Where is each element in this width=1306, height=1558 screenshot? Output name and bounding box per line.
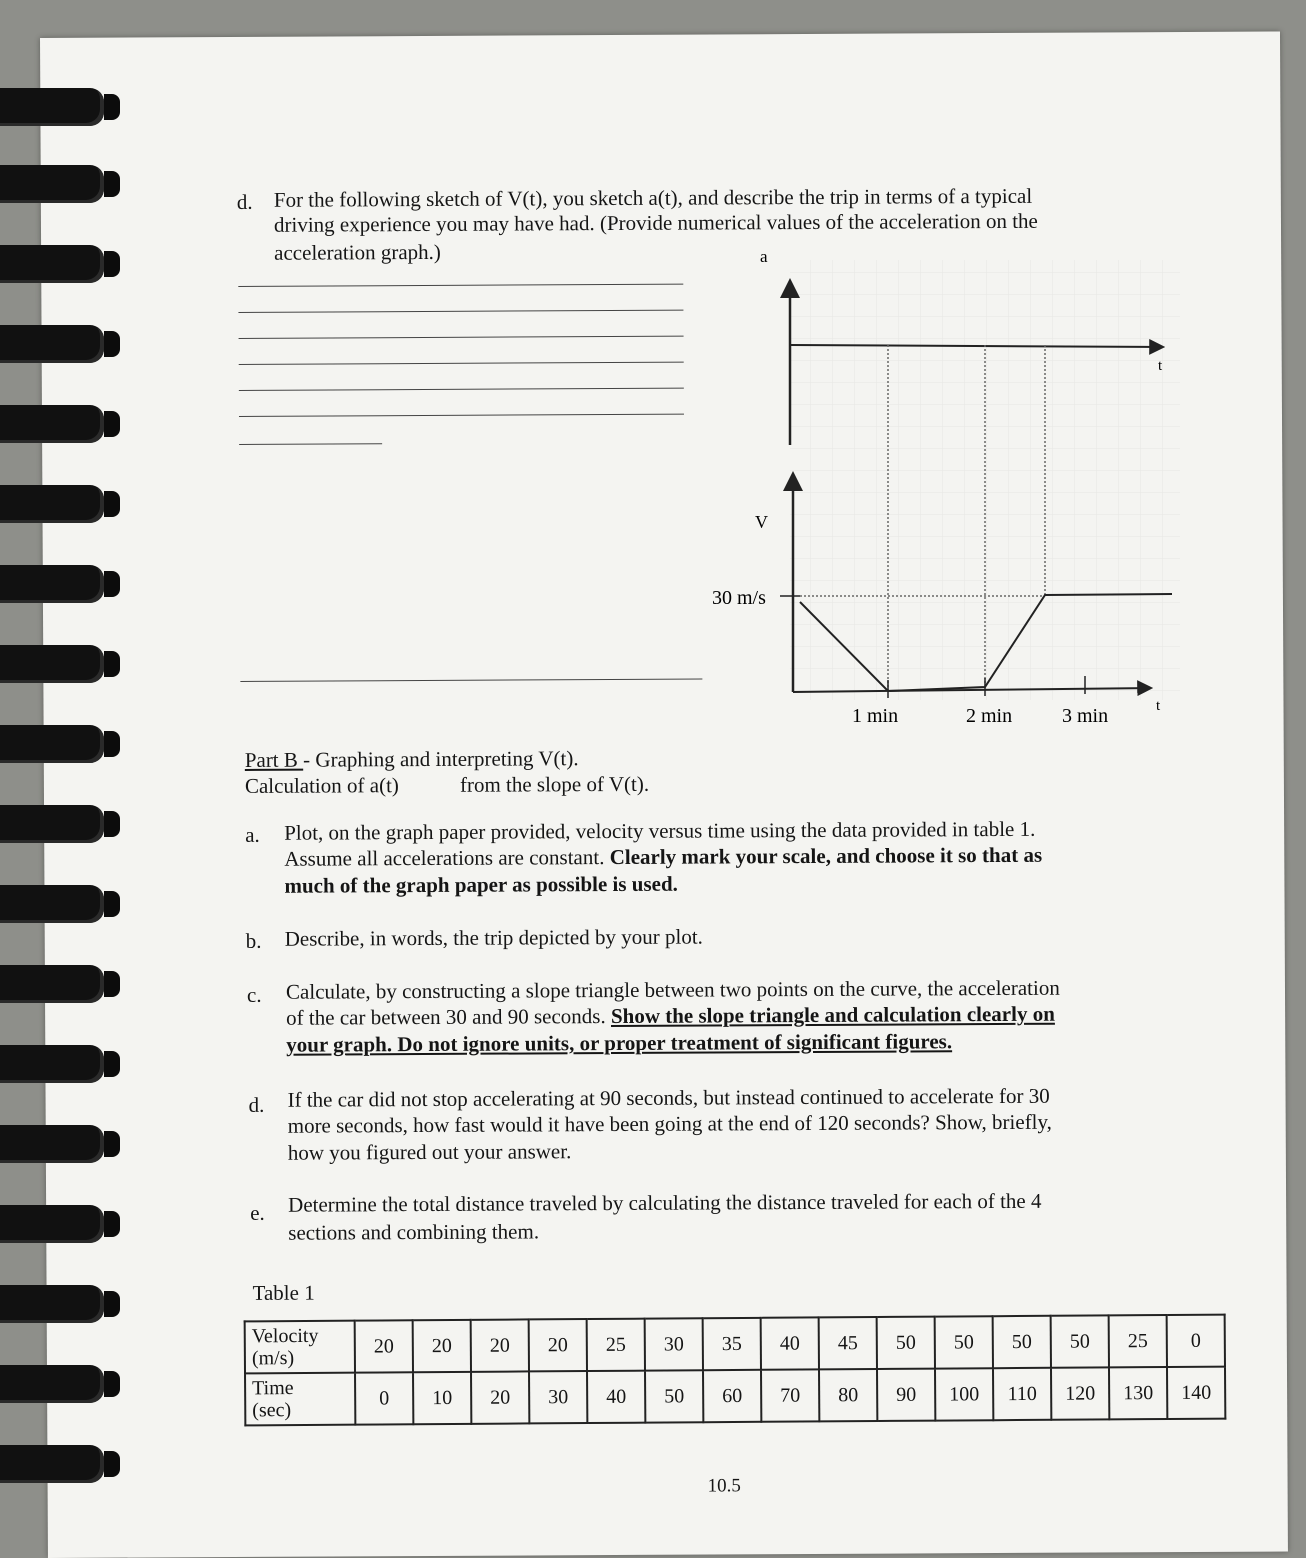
table-row-time [245, 1367, 1225, 1426]
velocity-header-unit: (m/s) [251, 1347, 295, 1370]
time-cell: 40 [587, 1371, 645, 1423]
answer-line[interactable] [239, 388, 684, 391]
velocity-cell: 20 [355, 1320, 413, 1372]
binding-ring [0, 1365, 104, 1403]
velocity-cell: 50 [877, 1317, 935, 1369]
answer-line[interactable] [239, 362, 684, 365]
item-e-line2: sections and combining them. [288, 1219, 540, 1245]
question-d-line3: acceleration graph.) [274, 239, 441, 265]
v-axis-label: V [755, 512, 768, 532]
v-value-label: 30 m/s [712, 587, 766, 609]
item-a-line1: Plot, on the graph paper provided, velocity versus time using the data provided in table 1. [284, 816, 1036, 845]
time-cell: 30 [529, 1371, 587, 1423]
velocity-header [245, 1321, 355, 1374]
velocity-cell: 50 [1051, 1315, 1109, 1367]
part-b-subtitle-a: Calculation of a(t) [244, 773, 399, 798]
velocity-cell: 20 [471, 1319, 529, 1371]
binding-ring [0, 1205, 104, 1243]
item-a-letter: a. [245, 822, 260, 847]
tick-label-3: 3 min [1062, 705, 1109, 727]
time-cell: 80 [819, 1369, 877, 1421]
velocity-cell: 30 [645, 1318, 703, 1370]
time-header [245, 1373, 355, 1426]
binding-ring [0, 405, 104, 443]
binding-ring [0, 1445, 104, 1483]
answer-line[interactable] [239, 336, 684, 339]
time-cell: 130 [1109, 1367, 1167, 1419]
item-c-line2 [286, 1001, 1055, 1031]
velocity-cell: 50 [993, 1316, 1051, 1368]
item-d-letter: d. [248, 1092, 265, 1117]
data-table [244, 1314, 1227, 1427]
item-a-line2-text: Assume all accelerations are constant. [284, 845, 610, 871]
time-cell: 90 [877, 1369, 935, 1421]
time-cell: 140 [1167, 1367, 1225, 1419]
item-a-line3: much of the graph paper as possible is used. [284, 871, 678, 898]
table-row-velocity [245, 1315, 1225, 1374]
binding-ring [0, 1285, 104, 1323]
part-b-title [245, 745, 579, 773]
question-d-line1: For the following sketch of V(t), you sketch a(t), and describe the trip in terms of a typical [273, 183, 1033, 212]
tick-label-1: 1 min [852, 705, 899, 727]
binding-ring [0, 725, 104, 763]
velocity-cell: 25 [1109, 1315, 1167, 1367]
item-c-line3: your graph. Do not ignore units, or proper treatment of significant figures. [286, 1029, 953, 1057]
velocity-cell: 40 [761, 1317, 819, 1369]
part-b-label: Part B [244, 747, 304, 772]
question-d-letter: d. [236, 189, 253, 214]
time-cell: 20 [471, 1371, 529, 1423]
binding-ring [0, 325, 104, 363]
binding-ring [0, 485, 104, 523]
time-header-unit: (sec) [252, 1399, 292, 1422]
answer-line[interactable] [238, 284, 683, 287]
item-d-line2: more seconds, how fast would it have been going at the end of 120 seconds? Show, briefly, [287, 1109, 1052, 1138]
time-cell: 110 [993, 1368, 1051, 1420]
item-c-line1: Calculate, by constructing a slope triangle between two points on the curve, the acceleration [285, 975, 1060, 1004]
part-b-title-text: - Graphing and interpreting V(t). [303, 746, 579, 772]
answer-line[interactable] [239, 414, 684, 417]
velocity-cell: 50 [935, 1316, 993, 1368]
item-d-line1: If the car did not stop accelerating at 90 seconds, but instead continued to accelerate for 30 [287, 1083, 1050, 1112]
binding-ring [0, 805, 104, 843]
binding-ring [0, 645, 104, 683]
spiral-binding [0, 0, 130, 1537]
answer-line[interactable] [239, 443, 382, 445]
item-c-line2-emphasis: Show the slope triangle and calculation clearly on [610, 1001, 1055, 1029]
velocity-acceleration-sketch [700, 250, 1180, 750]
item-b-letter: b. [245, 928, 262, 953]
item-b-line1: Describe, in words, the trip depicted by your plot. [284, 924, 703, 951]
binding-ring [0, 565, 104, 603]
table-caption: Table 1 [252, 1280, 315, 1305]
binding-ring [0, 965, 104, 1003]
t-axis-label-top: t [1158, 358, 1163, 374]
tick-label-2: 2 min [966, 705, 1013, 727]
answer-line[interactable] [238, 310, 683, 313]
velocity-cell: 35 [703, 1318, 761, 1370]
item-e-line1: Determine the total distance traveled by calculating the distance traveled for each of the 4 [288, 1188, 1042, 1217]
item-e-letter: e. [250, 1200, 265, 1225]
velocity-cell: 25 [587, 1319, 645, 1371]
item-a-line2 [284, 842, 1042, 872]
page-number: 10.5 [707, 1475, 741, 1497]
part-b-subtitle-b: from the slope of V(t). [459, 771, 650, 797]
velocity-cell: 0 [1167, 1315, 1225, 1367]
question-d-line2: driving experience you may have had. (Provide numerical values of the acceleration on the [273, 208, 1038, 237]
time-cell: 0 [355, 1372, 413, 1424]
time-cell: 70 [761, 1369, 819, 1421]
velocity-cell: 20 [413, 1320, 471, 1372]
item-c-line2-text: of the car between 30 and 90 seconds. [286, 1004, 612, 1030]
binding-ring [0, 885, 104, 923]
time-cell: 60 [703, 1370, 761, 1422]
item-c-letter: c. [246, 982, 262, 1007]
time-cell: 10 [413, 1372, 471, 1424]
time-header-label: Time [252, 1377, 294, 1400]
answer-line[interactable] [240, 679, 702, 682]
a-axis-label: a [760, 250, 768, 266]
item-d-line3: how you figured out your answer. [287, 1139, 572, 1165]
time-cell: 120 [1051, 1367, 1109, 1419]
binding-ring [0, 245, 104, 283]
velocity-cell: 20 [529, 1319, 587, 1371]
binding-ring [0, 1125, 104, 1163]
velocity-header-label: Velocity [251, 1324, 319, 1348]
binding-ring [0, 165, 104, 203]
item-a-line2-emphasis: Clearly mark your scale, and choose it so that as [609, 842, 1043, 870]
binding-ring [0, 88, 104, 126]
time-cell: 100 [935, 1368, 993, 1420]
binding-ring [0, 1045, 104, 1083]
time-cell: 50 [645, 1370, 703, 1422]
velocity-cell: 45 [819, 1317, 877, 1369]
t-axis-label-bottom: t [1156, 698, 1161, 714]
